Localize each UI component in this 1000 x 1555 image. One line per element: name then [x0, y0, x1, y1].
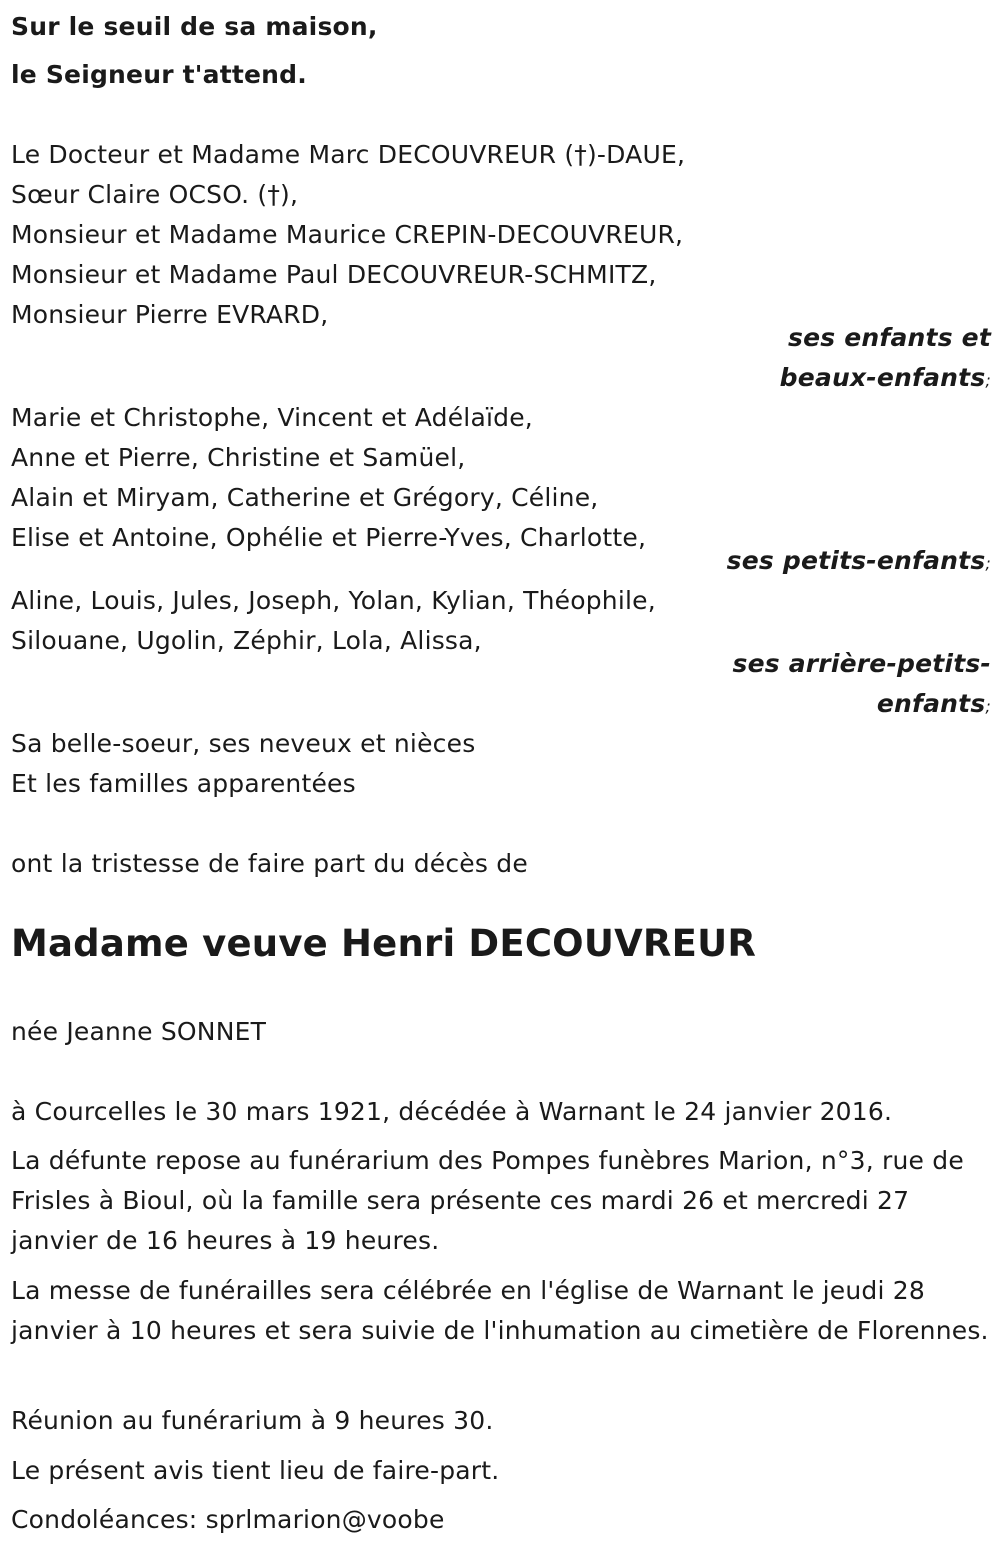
mass-details: La messe de funérailles sera célébrée en l'église de Warnant le jeudi 28 janvier à 10 heures et sera suivie de l'inhumation au cimetière de Florennes. [11, 1276, 989, 1345]
reposing-details: La défunte repose au funérarium des Pompes funèbres Marion, n°3, rue de Frisles à Bioul, où la famille sera présente ces mardi 26 et mercredi 27 janvier de 16 heures à 19 heures. [11, 1146, 964, 1255]
child-name-1: Le Docteur et Madame Marc DECOUVREUR (†)-DAUE, [11, 140, 686, 169]
children-role-line-2 [780, 363, 991, 396]
great-grandchild-line-1: Aline, Louis, Jules, Joseph, Yolan, Kylian, Théophile, [11, 586, 656, 615]
great-grandchildren-role-line-2 [877, 689, 991, 722]
others-line-1: Sa belle-soeur, ses neveux et nièces [11, 729, 476, 758]
deceased-birth-name: née Jeanne SONNET [11, 1017, 267, 1046]
child-name-5: Monsieur Pierre EVRARD, [11, 300, 329, 329]
great-grandchildren-role-semicolon: ; [985, 697, 991, 716]
grandchild-line-3: Alain et Miryam, Catherine et Grégory, Céline, [11, 483, 599, 512]
child-name-4: Monsieur et Madame Paul DECOUVREUR-SCHMITZ, [11, 260, 657, 289]
birth-death-details: à Courcelles le 30 mars 1921, décédée à Warnant le 24 janvier 2016. [11, 1097, 893, 1126]
condolences-text: Condoléances: sprlmarion@voobe [11, 1505, 445, 1534]
grandchildren-role [727, 546, 991, 579]
meeting-details: Réunion au funérarium à 9 heures 30. [11, 1406, 494, 1435]
grandchild-line-4: Elise et Antoine, Ophélie et Pierre-Yves, Charlotte, [11, 523, 647, 552]
great-grandchild-line-2: Silouane, Ugolin, Zéphir, Lola, Alissa, [11, 626, 482, 655]
others-line-2: Et les familles apparentées [11, 769, 356, 798]
epigraph-line-2: le Seigneur t'attend. [11, 60, 307, 89]
grandchildren-role-text: ses petits-enfants [726, 546, 986, 575]
deceased-name: Madame veuve Henri DECOUVREUR [11, 922, 757, 965]
child-name-3: Monsieur et Madame Maurice CREPIN-DECOUVREUR, [11, 220, 684, 249]
child-name-2: Sœur Claire OCSO. (†), [11, 180, 299, 209]
epigraph-line-1: Sur le seuil de sa maison, [11, 12, 378, 41]
children-role-semicolon: ; [985, 371, 991, 390]
notice-text: Le présent avis tient lieu de faire-part. [11, 1456, 500, 1485]
announcement-text: ont la tristesse de faire part du décès de [11, 849, 528, 878]
grandchildren-role-semicolon: ; [985, 554, 991, 573]
children-role-line-1: ses enfants et [788, 323, 991, 352]
children-role-text: beaux-enfants [779, 363, 986, 392]
grandchild-line-2: Anne et Pierre, Christine et Samüel, [11, 443, 466, 472]
great-grandchildren-role-line-1: ses arrière-petits- [732, 649, 991, 678]
grandchild-line-1: Marie et Christophe, Vincent et Adélaïde, [11, 403, 533, 432]
great-grandchildren-role-text: enfants [876, 689, 986, 718]
